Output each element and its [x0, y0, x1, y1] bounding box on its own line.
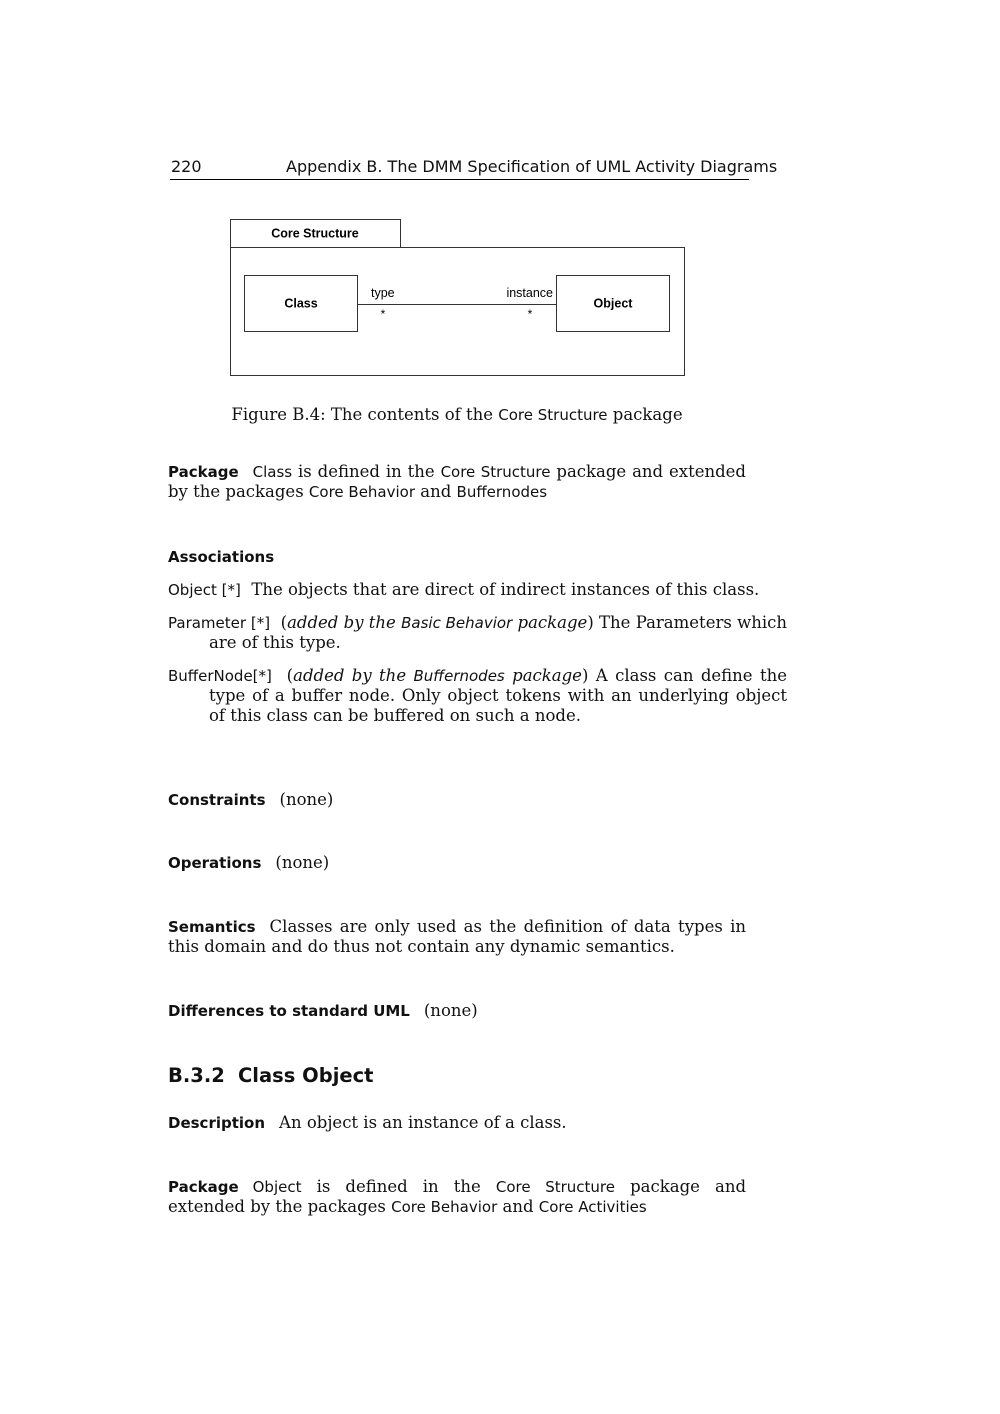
constraints-text: (none) — [279, 790, 334, 809]
figure-caption — [0, 405, 914, 424]
differences-paragraph — [168, 1001, 746, 1021]
multiplicity-left: * — [380, 307, 386, 321]
package-tab-label: Core Structure — [271, 226, 359, 241]
package-text-3: and — [420, 482, 452, 501]
description-text: An object is an instance of a class. — [279, 1113, 567, 1132]
association-item — [168, 580, 787, 600]
package-core-behavior: Core Behavior — [391, 1198, 498, 1216]
semantics-paragraph — [168, 917, 746, 957]
package-word: package — [517, 613, 588, 632]
package-paragraph — [168, 1177, 746, 1217]
association-text: The objects that are direct of indirect instances of this class. — [251, 580, 760, 599]
package-heading: Package — [168, 463, 239, 481]
operations-heading: Operations — [168, 854, 262, 872]
added-by-package: Basic Behavior — [401, 614, 513, 632]
paren-open: ( — [286, 666, 294, 685]
paren-open: ( — [280, 613, 288, 632]
association-text: The Parameters which are of this type. — [209, 613, 787, 652]
class-box-label: Class — [284, 296, 318, 311]
association-term: Object [*] — [168, 581, 241, 599]
section-heading — [168, 1064, 373, 1087]
package-text-2: package and extended by the packages — [168, 1177, 747, 1216]
caption-suffix: package — [612, 405, 683, 424]
association-label-instance: instance — [506, 286, 553, 300]
multiplicity-right: * — [527, 307, 533, 321]
package-paragraph — [168, 462, 746, 502]
object-box-label: Object — [593, 296, 633, 311]
header-rule — [170, 179, 749, 180]
semantics-text: Classes are only used as the definition of data types in this domain and do thus not contain any dynamic semantics. — [168, 917, 746, 956]
association-label-type: type — [371, 286, 395, 300]
association-term: BufferNode[*] — [168, 667, 272, 685]
added-by-text: added by the — [293, 666, 407, 685]
association-item — [168, 666, 787, 726]
added-by-text: added by the — [287, 613, 396, 632]
description-heading: Description — [168, 1114, 266, 1132]
description-paragraph — [168, 1113, 746, 1133]
package-text-1: is defined in the — [298, 462, 435, 481]
package-text-1: is defined in the — [316, 1177, 481, 1196]
differences-text: (none) — [423, 1001, 478, 1020]
package-word: package — [512, 666, 582, 685]
package-buffernodes: Buffernodes — [456, 483, 548, 501]
package-class-word: Class — [252, 463, 293, 481]
package-core-structure: Core Structure — [495, 1178, 615, 1196]
associations-heading: Associations — [168, 548, 275, 566]
caption-package: Core Structure — [498, 406, 608, 424]
association-term: Parameter [*] — [168, 614, 271, 632]
uml-package-diagram — [229, 218, 689, 378]
added-by-package: Buffernodes — [413, 667, 505, 685]
page-number: 220 — [171, 157, 202, 176]
package-text-3: and — [502, 1197, 534, 1216]
paren-close: ) — [581, 666, 589, 685]
differences-heading: Differences to standard UML — [168, 1002, 410, 1020]
operations-paragraph — [168, 853, 746, 873]
package-text-2: package and extended by the packages — [168, 462, 746, 501]
core-structure-diagram — [229, 218, 689, 378]
package-core-behavior: Core Behavior — [308, 483, 416, 501]
section-title: Class Object — [238, 1064, 374, 1087]
association-text: A class can define the type of a buffer node. Only object tokens with an underlying object of this class can be buffered on such a node. — [209, 666, 787, 725]
package-heading: Package — [168, 1178, 239, 1196]
caption-prefix: Figure B.4: The contents of the — [231, 405, 494, 424]
constraints-heading: Constraints — [168, 791, 266, 809]
semantics-heading: Semantics — [168, 918, 256, 936]
constraints-paragraph — [168, 790, 746, 810]
section-number: B.3.2 — [168, 1064, 225, 1087]
association-item — [168, 613, 787, 653]
package-core-activities: Core Activities — [538, 1198, 647, 1216]
package-object-word: Object — [252, 1178, 302, 1196]
package-core-structure: Core Structure — [440, 463, 551, 481]
operations-text: (none) — [275, 853, 330, 872]
paren-close: ) — [587, 613, 594, 632]
running-header: Appendix B. The DMM Specification of UML Activity Diagrams — [286, 157, 778, 176]
